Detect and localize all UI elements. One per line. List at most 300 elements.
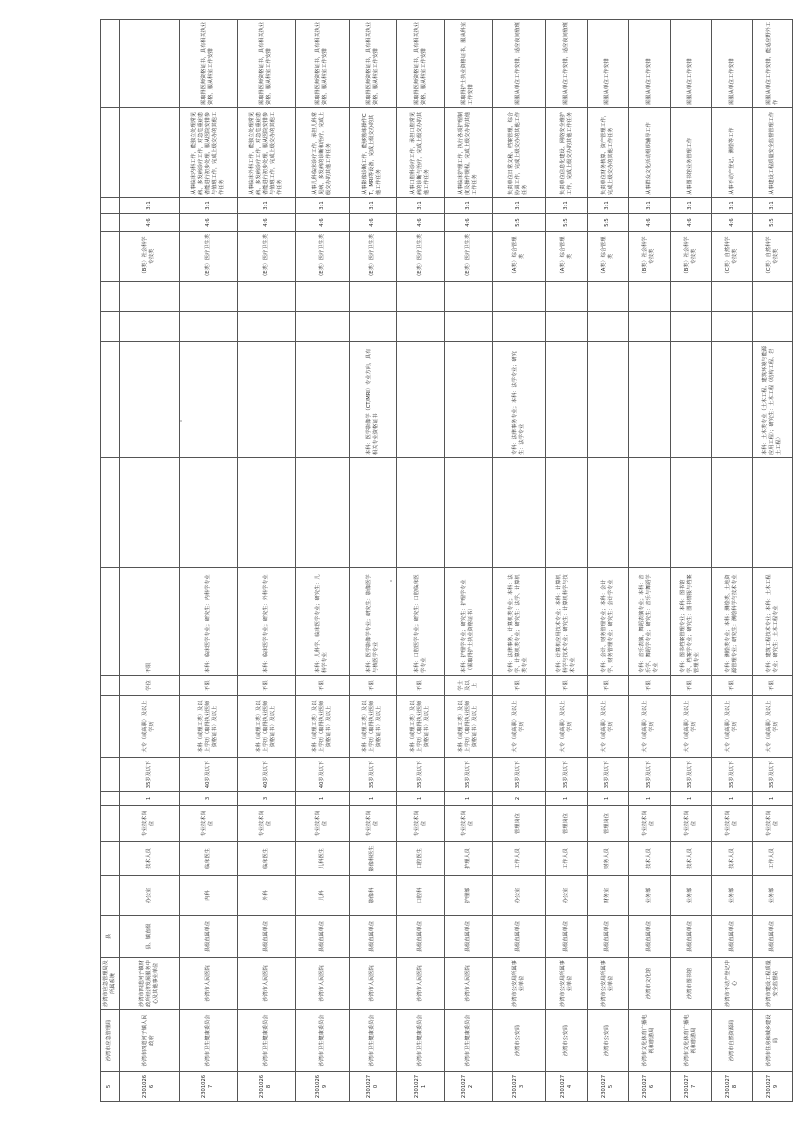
rotated-table-wrapper <box>100 20 793 1102</box>
cell-e1 <box>444 458 492 568</box>
cell-ratio: 5:5 <box>546 214 587 232</box>
cell-exam: （E类）医疗卫生类 <box>179 232 237 282</box>
cell-num: 1 <box>753 792 793 806</box>
cell-unit: 沙湾市公安局所属事业单位 <box>546 958 587 1010</box>
cell-code: 23010277 <box>670 1072 711 1102</box>
cell-r31: 3:1 <box>119 198 179 214</box>
cell-exam <box>101 232 120 282</box>
cell-note: 需取得护士执业资格证书，服从科室工作安排 <box>444 20 492 108</box>
cell-r31: 3:1 <box>397 198 445 214</box>
cell-exam: （B类）社会科学专技类 <box>670 232 711 282</box>
cell-major <box>101 568 120 676</box>
table-row <box>492 20 546 1102</box>
cell-req <box>295 342 349 458</box>
cell-level: 县级直属单位 <box>546 916 587 958</box>
cell-degree: 不限 <box>753 676 793 696</box>
cell-e1 <box>670 458 711 568</box>
cell-major: 本科：护理学专业；研究生：护理学专业（需取得护士执业资格证书） <box>444 568 492 676</box>
cell-e1 <box>492 458 546 568</box>
cell-level: 县级直属单位 <box>492 916 546 958</box>
cell-e1 <box>119 458 179 568</box>
cell-e3 <box>546 282 587 312</box>
cell-e3 <box>587 282 628 312</box>
cell-duty: 从事建设工程质量安全监督管理工作 <box>753 108 793 198</box>
cell-post: 业务部 <box>712 876 753 916</box>
cell-dept: 沙湾市文化体育广播电视和旅游局 <box>670 1010 711 1072</box>
cell-note: 需服从单位工作安排，能适应野外工作 <box>753 20 793 108</box>
cell-ratio: 4:6 <box>237 214 295 232</box>
cell-age: 35岁及以下 <box>492 758 546 792</box>
cell-category: 护理人员 <box>444 842 492 876</box>
cell-category: 工作人员 <box>492 842 546 876</box>
cell-category: 技术人员 <box>119 842 179 876</box>
cell-age: 35岁及以下 <box>119 758 179 792</box>
cell-r31: 3:1 <box>349 198 397 214</box>
cell-num: 1 <box>629 792 670 806</box>
cell-duty: 负责单位日常文秘、档案管理、综合协调工作，完成上级交办的其他工作任务 <box>492 108 546 198</box>
cell-e3 <box>492 282 546 312</box>
cell-exam: （E类）医疗卫生类 <box>295 232 349 282</box>
cell-degree: 学士及以上 <box>444 676 492 696</box>
cell-category: 技术人员 <box>712 842 753 876</box>
cell-code: 23010271 <box>397 1072 445 1102</box>
cell-note: 需服从单位工作安排 <box>587 20 628 108</box>
cell-code: 23010268 <box>237 1072 295 1102</box>
cell-ratio: 4:6 <box>712 214 753 232</box>
cell-age: 40岁及以下 <box>179 758 237 792</box>
cell-post: 儿科 <box>295 876 349 916</box>
cell-level: 县 <box>101 916 120 958</box>
cell-post: 办公室 <box>119 876 179 916</box>
cell-e2 <box>492 312 546 342</box>
cell-e2 <box>295 312 349 342</box>
cell-e2 <box>101 312 120 342</box>
cell-age: 35岁及以下 <box>444 758 492 792</box>
cell-ptype: 专业技术岗位 <box>397 806 445 842</box>
cell-age: 35岁及以下 <box>546 758 587 792</box>
cell-note: 需取得医师资格证书，具有相关执业资格，服从科室工作安排 <box>397 20 445 108</box>
cell-e1 <box>587 458 628 568</box>
cell-category: 工作人员 <box>546 842 587 876</box>
cell-e1 <box>349 458 397 568</box>
cell-e3 <box>179 282 237 312</box>
table-row <box>397 20 445 1102</box>
table-row <box>179 20 237 1102</box>
cell-note: 需取得医师资格证书，具有相关执业资格，服从科室工作安排 <box>237 20 295 108</box>
cell-edu: 大专（或高职）及以上学历 <box>753 696 793 758</box>
cell-unit: 沙湾市公安局所属事业单位 <box>587 958 628 1010</box>
cell-ratio: 4:6 <box>444 214 492 232</box>
cell-dept: 沙湾市文化体育广播电视和旅游局 <box>629 1010 670 1072</box>
cell-req: 本科：土木类专业（土木工程、建筑环境与能源应用工程）；研究生：土木工程（结构工程、岩土工程） <box>753 342 793 458</box>
cell-e3 <box>295 282 349 312</box>
cell-r31: 3:1 <box>295 198 349 214</box>
cell-e3 <box>629 282 670 312</box>
table-row <box>295 20 349 1102</box>
cell-category: 口腔医生 <box>397 842 445 876</box>
cell-major: 本科：医学影像学专业；研究生：影像医学与核医学专业 <box>349 568 397 676</box>
table-row <box>587 20 628 1102</box>
cell-code: 5 <box>101 1072 120 1102</box>
cell-age: 35岁及以下 <box>670 758 711 792</box>
cell-code: 23010278 <box>712 1072 753 1102</box>
cell-note: 需服从单位工作安排，适应夜间值班 <box>546 20 587 108</box>
table-row <box>712 20 753 1102</box>
cell-unit: 沙湾市人民医院 <box>237 958 295 1010</box>
cell-code: 23010279 <box>753 1072 793 1102</box>
cell-ratio: 4:6 <box>397 214 445 232</box>
cell-req <box>179 342 237 458</box>
cell-age: 35岁及以下 <box>712 758 753 792</box>
table-row <box>753 20 793 1102</box>
cell-post: 办公室 <box>546 876 587 916</box>
cell-edu: 大专（或高职）及以上学历 <box>587 696 628 758</box>
cell-ptype: 专业技术岗位 <box>237 806 295 842</box>
cell-code: 23010273 <box>492 1072 546 1102</box>
cell-unit: 沙湾市人民医院 <box>444 958 492 1010</box>
cell-duty: 从事临床外科工作，能独立处理常见病、多发病诊疗工作，对急危重症患者能进行初步处理，服从医院安排参与值班工作，完成上级交办的其他工作任务 <box>237 108 295 198</box>
cell-e1 <box>101 458 120 568</box>
cell-note <box>119 20 179 108</box>
cell-degree: 不限 <box>349 676 397 696</box>
cell-num: 1 <box>587 792 628 806</box>
cell-r31: 3:1 <box>179 198 237 214</box>
cell-ratio: 4:6 <box>295 214 349 232</box>
cell-category: 技术人员 <box>670 842 711 876</box>
cell-r31: 3:1 <box>237 198 295 214</box>
cell-ratio: 4:6 <box>349 214 397 232</box>
scan-speck <box>390 580 392 582</box>
cell-dept: 沙湾市公安局 <box>587 1010 628 1072</box>
cell-e1 <box>179 458 237 568</box>
cell-code: 23010276 <box>629 1072 670 1102</box>
table-row <box>546 20 587 1102</box>
cell-e2 <box>179 312 237 342</box>
cell-code: 23010274 <box>546 1072 587 1102</box>
cell-major: 专科：法律事务、计算机类专业；本科：法学、计算机类专业；研究生：法学、计算机类专业 <box>492 568 546 676</box>
cell-r31: 3:1 <box>444 198 492 214</box>
table-row <box>349 20 397 1102</box>
cell-dept: 沙湾市应急管理局 <box>101 1010 120 1072</box>
cell-degree: 不限 <box>397 676 445 696</box>
table-row <box>444 20 492 1102</box>
cell-num: 1 <box>670 792 711 806</box>
cell-degree: 不限 <box>712 676 753 696</box>
cell-degree: 不限 <box>670 676 711 696</box>
cell-e1 <box>629 458 670 568</box>
cell-level: 县级直属单位 <box>237 916 295 958</box>
cell-exam: （A类）综合管理类 <box>546 232 587 282</box>
cell-num: 1 <box>119 792 179 806</box>
cell-req <box>546 342 587 458</box>
cell-unit: 沙湾市文化馆 <box>629 958 670 1010</box>
cell-level: 县级直属单位 <box>753 916 793 958</box>
cell-category: 临床医生 <box>179 842 237 876</box>
cell-req: 本科：医学影像学（CT/MRI）专业方向，具有相关专业资格证书 <box>349 342 397 458</box>
cell-r31: 3:1 <box>753 198 793 214</box>
cell-ratio: 4:6 <box>179 214 237 232</box>
cell-category: 技术人员 <box>629 842 670 876</box>
cell-e1 <box>712 458 753 568</box>
scan-speck <box>180 420 182 422</box>
cell-unit: 沙湾市人民医院 <box>179 958 237 1010</box>
cell-duty: 从事影像诊断工作，能够熟练操作CT、MRI等设备，完成上级交办的其他工作任务 <box>349 108 397 198</box>
cell-degree: 不限 <box>587 676 628 696</box>
cell-ptype: 专业技术岗位 <box>670 806 711 842</box>
cell-e2 <box>444 312 492 342</box>
cell-dept: 沙湾市住房和城乡建设局 <box>753 1010 793 1072</box>
cell-req <box>444 342 492 458</box>
cell-edu: 大专（或高职）及以上学历 <box>670 696 711 758</box>
cell-num: 1 <box>712 792 753 806</box>
cell-e2 <box>629 312 670 342</box>
cell-ratio: 5:5 <box>587 214 628 232</box>
cell-post: 口腔科 <box>397 876 445 916</box>
cell-req <box>397 342 445 458</box>
cell-major: 本科：临床医学专业；研究生：外科学专业 <box>237 568 295 676</box>
cell-note: 需服从单位工作安排，适应夜间值班 <box>492 20 546 108</box>
cell-e1 <box>546 458 587 568</box>
cell-edu: 本科（或理工类）及以上学历（取得执业医师资格证书）及以上 <box>237 696 295 758</box>
cell-post <box>101 876 120 916</box>
cell-req <box>237 342 295 458</box>
cell-ratio: 5:5 <box>492 214 546 232</box>
cell-ptype: 管理岗位 <box>546 806 587 842</box>
cell-exam: （A类）综合管理类 <box>492 232 546 282</box>
cell-post: 影像科 <box>349 876 397 916</box>
cell-e3 <box>349 282 397 312</box>
cell-ptype: 专业技术岗位 <box>712 806 753 842</box>
table-row <box>629 20 670 1102</box>
cell-duty: 从事群众文化活动组织辅导工作 <box>629 108 670 198</box>
cell-ptype: 专业技术岗位 <box>119 806 179 842</box>
cell-duty: 从事不动产登记、测绘等工作 <box>712 108 753 198</box>
cell-major: 专科：建筑工程技术专业；本科：土木工程专业；研究生：土木工程专业 <box>753 568 793 676</box>
cell-unit: 沙湾市应急管理局及所属系统 <box>101 958 120 1010</box>
cell-exam: （E类）医疗卫生类 <box>397 232 445 282</box>
cell-code: 23010266 <box>119 1072 179 1102</box>
cell-note: 需服从单位工作安排 <box>670 20 711 108</box>
cell-age: 40岁及以下 <box>295 758 349 792</box>
cell-unit: 沙湾市四道河子镇财政所经济发展服务中心及其他事业单位 <box>119 958 179 1010</box>
table-row <box>237 20 295 1102</box>
cell-ratio: 4:6 <box>119 214 179 232</box>
cell-note: 需服从单位工作安排 <box>629 20 670 108</box>
cell-exam: （B类）社会科学专技类 <box>119 232 179 282</box>
cell-unit: 沙湾市人民医院 <box>349 958 397 1010</box>
cell-dept: 沙湾市卫生健康委员会 <box>397 1010 445 1072</box>
cell-unit: 沙湾市图书馆 <box>670 958 711 1010</box>
cell-ratio <box>101 214 120 232</box>
cell-num: 3 <box>179 792 237 806</box>
table-row-top <box>101 20 120 1102</box>
cell-duty: 从事临床护理工作，执行各项护理制度及操作规程，完成上级交办的其他工作任务 <box>444 108 492 198</box>
cell-age: 35岁及以下 <box>397 758 445 792</box>
cell-unit: 沙湾市人民医院 <box>295 958 349 1010</box>
cell-category: 临床医生 <box>237 842 295 876</box>
cell-degree: 不限 <box>179 676 237 696</box>
cell-major: 专科：会计、财务管理专业；本科：会计学、财务管理专业；研究生：会计学专业 <box>587 568 628 676</box>
cell-e2 <box>712 312 753 342</box>
cell-major: 专科：计算机应用技术专业；本科：计算机科学与技术专业；研究生：计算机科学与技术专业 <box>546 568 587 676</box>
cell-e2 <box>119 312 179 342</box>
cell-level: 县、镇直级 <box>119 916 179 958</box>
cell-num <box>101 792 120 806</box>
cell-duty <box>119 108 179 198</box>
cell-e1 <box>753 458 793 568</box>
cell-code: 23010269 <box>295 1072 349 1102</box>
cell-e2 <box>587 312 628 342</box>
cell-num: 1 <box>295 792 349 806</box>
cell-edu: 大专（或高职）及以上学历 <box>712 696 753 758</box>
cell-age: 35岁及以下 <box>753 758 793 792</box>
cell-duty <box>101 108 120 198</box>
cell-exam: （E类）医疗卫生类 <box>237 232 295 282</box>
cell-dept: 沙湾市自然资源局 <box>712 1010 753 1072</box>
cell-degree: 不限 <box>237 676 295 696</box>
cell-post: 护理部 <box>444 876 492 916</box>
cell-ptype: 专业技术岗位 <box>179 806 237 842</box>
cell-major: 不限 <box>119 568 179 676</box>
cell-req <box>629 342 670 458</box>
cell-num: 2 <box>492 792 546 806</box>
cell-ptype: 专业技术岗位 <box>295 806 349 842</box>
cell-exam: （A类）综合管理类 <box>587 232 628 282</box>
cell-post: 业务部 <box>670 876 711 916</box>
cell-num: 1 <box>444 792 492 806</box>
cell-ptype: 专业技术岗位 <box>349 806 397 842</box>
cell-degree: 不限 <box>546 676 587 696</box>
recruitment-table <box>100 19 793 1102</box>
cell-ratio: 5:5 <box>753 214 793 232</box>
cell-category: 影像科医生 <box>349 842 397 876</box>
cell-num: 1 <box>349 792 397 806</box>
cell-duty: 从事图书馆业务管理工作 <box>670 108 711 198</box>
cell-edu: 本科（或理工类）及以上学历（取得执业医师资格证书）及以上 <box>444 696 492 758</box>
table-row <box>119 20 179 1102</box>
cell-ptype <box>101 806 120 842</box>
cell-edu: 大专（或高职）及以上学历 <box>492 696 546 758</box>
cell-age <box>101 758 120 792</box>
cell-e2 <box>349 312 397 342</box>
cell-note: 需服从单位工作安排 <box>712 20 753 108</box>
cell-num: 3 <box>237 792 295 806</box>
cell-level: 县级直属单位 <box>397 916 445 958</box>
cell-major: 本科：儿科学、临床医学专业；研究生：儿科学专业 <box>295 568 349 676</box>
cell-req <box>670 342 711 458</box>
cell-level: 县级直属单位 <box>712 916 753 958</box>
cell-e1 <box>237 458 295 568</box>
cell-degree: 学位 <box>119 676 179 696</box>
cell-exam: （E类）医疗卫生类 <box>349 232 397 282</box>
cell-ptype: 管理岗位 <box>492 806 546 842</box>
cell-exam: （C类）自然科学专技类 <box>753 232 793 282</box>
cell-edu: 大专（或高职）及以上学历 <box>119 696 179 758</box>
cell-age: 35岁及以下 <box>349 758 397 792</box>
cell-dept: 沙湾市卫生健康委员会 <box>444 1010 492 1072</box>
cell-ptype: 专业技术岗位 <box>629 806 670 842</box>
cell-age: 35岁及以下 <box>587 758 628 792</box>
cell-e3 <box>444 282 492 312</box>
cell-edu: 本科（或理工类）及以上学历（取得执业医师资格证书）及以上 <box>349 696 397 758</box>
cell-r31: 3:1 <box>492 198 546 214</box>
cell-degree: 不限 <box>295 676 349 696</box>
cell-category: 财务人员 <box>587 842 628 876</box>
cell-code: 23010267 <box>179 1072 237 1102</box>
cell-level: 县级直属单位 <box>629 916 670 958</box>
cell-e3 <box>670 282 711 312</box>
cell-e3 <box>101 282 120 312</box>
cell-edu: 大专（或高职）及以上学历 <box>546 696 587 758</box>
cell-exam: （B类）社会科学专技类 <box>629 232 670 282</box>
cell-category: 工作人员 <box>753 842 793 876</box>
cell-dept: 沙湾市公安局 <box>492 1010 546 1072</box>
cell-duty: 从事口腔科诊疗工作，承担口腔常见病的诊断与治疗，完成上级交办的其他工作任务 <box>397 108 445 198</box>
cell-ratio: 4:6 <box>670 214 711 232</box>
cell-major: 本科：临床医学专业；研究生：内科学专业 <box>179 568 237 676</box>
table-row <box>670 20 711 1102</box>
cell-dept: 沙湾市卫生健康委员会 <box>349 1010 397 1072</box>
cell-degree: 不限 <box>629 676 670 696</box>
cell-r31: 3:1 <box>587 198 628 214</box>
cell-req <box>119 342 179 458</box>
cell-post: 办公室 <box>492 876 546 916</box>
cell-duty: 从事儿科临床诊疗工作，承担儿科常见病、多发病的诊断和治疗，完成上级交办的其他工作任务 <box>295 108 349 198</box>
cell-category <box>101 842 120 876</box>
cell-dept: 沙湾市公安局 <box>546 1010 587 1072</box>
cell-r31: 3:1 <box>629 198 670 214</box>
cell-post: 外科 <box>237 876 295 916</box>
cell-level: 县级直属单位 <box>587 916 628 958</box>
cell-e2 <box>237 312 295 342</box>
cell-unit: 沙湾市建设工程质量安全监督站 <box>753 958 793 1010</box>
cell-note <box>101 20 120 108</box>
cell-e3 <box>397 282 445 312</box>
cell-dept: 沙湾市卫生健康委员会 <box>295 1010 349 1072</box>
cell-note: 需取得医师资格证书，具有相关执业资格，服从科室工作安排 <box>349 20 397 108</box>
cell-e3 <box>712 282 753 312</box>
cell-exam: （E类）医疗卫生类 <box>444 232 492 282</box>
cell-e1 <box>295 458 349 568</box>
cell-level: 县级直属单位 <box>179 916 237 958</box>
cell-num: 1 <box>546 792 587 806</box>
cell-duty: 负责单位信息化建设、网络安全维护工作，完成上级交办的其他工作任务 <box>546 108 587 198</box>
cell-category: 儿科医生 <box>295 842 349 876</box>
cell-age: 35岁及以下 <box>629 758 670 792</box>
cell-post: 业务部 <box>629 876 670 916</box>
cell-level: 县级直属单位 <box>349 916 397 958</box>
cell-e3 <box>119 282 179 312</box>
cell-ptype: 专业技术岗位 <box>444 806 492 842</box>
cell-req <box>712 342 753 458</box>
cell-duty: 从事临床内科工作，能独立处理常见病、多发病诊疗工作，对急危重症患者能进行初步处理，服从医院安排参与值班工作，完成上级交办的其他工作任务 <box>179 108 237 198</box>
cell-dept: 沙湾市卫生健康委员会 <box>179 1010 237 1072</box>
cell-note: 需取得医师资格证书，具有相关执业资格，服从科室工作安排 <box>179 20 237 108</box>
cell-req <box>101 342 120 458</box>
cell-code: 23010275 <box>587 1072 628 1102</box>
cell-level: 县级直属单位 <box>444 916 492 958</box>
cell-exam: （C类）自然科学专技类 <box>712 232 753 282</box>
cell-ptype: 管理岗位 <box>587 806 628 842</box>
cell-e3 <box>753 282 793 312</box>
cell-duty: 负责单位财务核算、资产管理工作，完成上级交办的其他工作任务 <box>587 108 628 198</box>
cell-r31: 3:1 <box>712 198 753 214</box>
cell-unit: 沙湾市人民医院 <box>397 958 445 1010</box>
cell-level: 县级直属单位 <box>670 916 711 958</box>
cell-edu: 大专（或高职）及以上学历 <box>629 696 670 758</box>
cell-num: 1 <box>397 792 445 806</box>
cell-post: 内科 <box>179 876 237 916</box>
